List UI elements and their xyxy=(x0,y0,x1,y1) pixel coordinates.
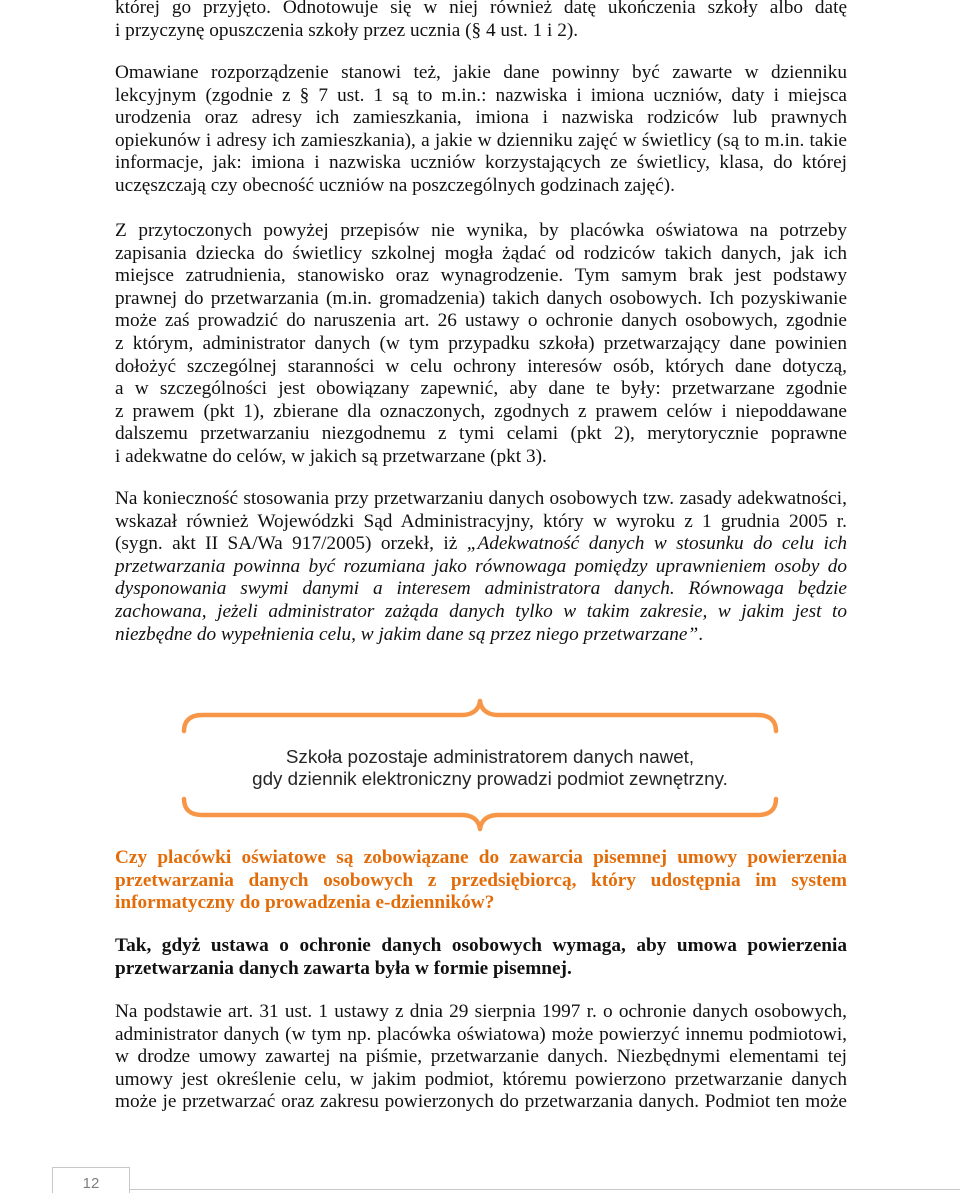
paragraph-adequacy xyxy=(115,488,847,646)
text-line: administrator danych (w tym np. placówka oświatowa) może powierzyć innemu podmiotowi, xyxy=(115,1023,847,1045)
callout-top-brace xyxy=(184,701,776,731)
text-line: urodzenia oraz adresy ich zamieszkania, imiona i nazwiska rodziców lub prawnych xyxy=(115,107,847,129)
paragraph-continuation xyxy=(115,0,847,42)
text-line: w drodze umowy zawartej na piśmie, przetwarzanie danych. Niezbędnymi elementami tej xyxy=(115,1046,847,1068)
text-line: Omawiane rozporządzenie stanowi też, jakie dane powinny być zawarte w dzienniku xyxy=(115,62,847,83)
text-line: Czy placówki oświatowe są zobowiązane do zawarcia pisemnej umowy powierzenia xyxy=(115,847,847,868)
closing-punctuation: . xyxy=(698,623,704,645)
text-line: prawnej do przetwarzania (m.in. gromadzenia) takich danych osobowych. Ich pozyskiwanie xyxy=(115,287,847,309)
text-line: przetwarzania danych osobowych z przedsiębiorcą, który udostępnia im system xyxy=(115,869,847,891)
footer-rule xyxy=(130,1189,960,1190)
paragraph-legal-basis xyxy=(115,1001,847,1114)
text-line: informatyczny do prowadzenia e-dzienników? xyxy=(115,892,495,914)
text-line: informacje, jak: imiona i nazwiska uczniów korzystających ze świetlicy, klasa, do której xyxy=(115,152,847,174)
text-line: lekcyjnym (zgodnie z § 7 ust. 1 są to m.in.: nazwiska i imiona uczniów, daty i miejsca xyxy=(115,84,847,106)
text-line: i przyczynę opuszczenia szkoły przez ucznia (§ 4 ust. 1 i 2). xyxy=(115,19,579,41)
text-line: może zaś prowadzić do naruszenia art. 26 ustawy o ochronie danych osobowych, zgodnie xyxy=(115,310,847,332)
text-line: i adekwatne do celów, w jakich są przetwarzane (pkt 3). xyxy=(115,445,547,467)
text-line: może je przetwarzać oraz zakresu powierzonych do przetwarzania danych. Podmiot ten może xyxy=(115,1091,847,1113)
text-line: uczęszczają czy obecność uczniów na poszczególnych godzinach zajęć). xyxy=(115,174,675,196)
text-line: Tak, gdyż ustawa o ochronie danych osobowych wymaga, aby umowa powierzenia xyxy=(115,935,847,956)
text-line: Na podstawie art. 31 ust. 1 ustawy z dnia 29 sierpnia 1997 r. o ochronie danych osobowych, xyxy=(115,1001,847,1022)
quote-line: zachowana, jeżeli administrator zażąda danych tylko w takim zakresie, w jakim jest to xyxy=(115,600,847,622)
callout-bottom-brace xyxy=(184,799,776,829)
question-heading xyxy=(115,847,847,915)
text-line: Na konieczność stosowania przy przetwarzaniu danych osobowych tzw. zasady adekwatności, xyxy=(115,488,847,509)
text-line: zapisania dziecka do świetlicy szkolnej mogła żądać od rodziców takich danych, jak ich xyxy=(115,242,847,264)
text-line: której go przyjęto. Odnotowuje się w niej również datę ukończenia szkoły albo datę xyxy=(115,0,847,18)
text-line: Z przytoczonych powyżej przepisów nie wynika, by placówka oświatowa na potrzeby xyxy=(115,220,847,241)
quote-text: niezbędne do wypełnienia celu, w jakim dane są przez niego przetwarzane” xyxy=(115,623,699,645)
quote-line: przetwarzania powinna być rozumiana jako równowaga pomiędzy uprawnieniem osoby do xyxy=(115,555,847,577)
text-line: a w szczególności jest obowiązany zapewnić, aby dane te były: przetwarzane zgodnie xyxy=(115,378,847,400)
text-line: opiekunów i adresy ich zamieszkania), a jakie w dzienniku zajęć w świetlicy (są to m.in. takie xyxy=(115,129,847,151)
text-line: dołożyć szczególnej staranności w celu ochrony interesów osób, których dane dotyczą, xyxy=(115,355,847,377)
text-line: z prawem (pkt 1), zbierane dla oznaczonych, zgodnych z prawem celów i niepoddawane xyxy=(115,400,847,422)
answer-lead xyxy=(115,935,847,980)
quote-text: „Adekwatność danych w stosunku do celu ich xyxy=(466,533,848,555)
text-line xyxy=(115,624,847,647)
text-line: dalszemu przetwarzaniu niezgodnemu z tymi celami (pkt 2), merytorycznie poprawne xyxy=(115,423,847,445)
text-line: umowy jest określenie celu, w jakim podmiot, któremu powierzono przetwarzanie danych xyxy=(115,1068,847,1090)
callout-line: Szkoła pozostaje administratorem danych nawet, xyxy=(285,746,695,767)
text-line: przetwarzania danych zawarta była w formie pisemnej. xyxy=(115,957,572,979)
quote-line: dysponowania swymi danymi a interesem administratora danych. Równowaga będzie xyxy=(115,578,847,600)
callout xyxy=(190,746,790,790)
text-line: miejsce zatrudnienia, stanowisko oraz wynagrodzenie. Tym samym brak jest podstawy xyxy=(115,265,847,287)
paragraph-parental-data xyxy=(115,220,847,469)
paragraph-register-contents xyxy=(115,62,847,198)
page-number: 12 xyxy=(52,1167,130,1193)
citation-intro: (sygn. akt II SA/Wa 917/2005) orzekł, iż xyxy=(115,533,458,555)
text-line xyxy=(115,533,847,556)
callout-line: gdy dziennik elektroniczny prowadzi podmiot zewnętrzny. xyxy=(252,768,728,789)
text-line: wskazał również Wojewódzki Sąd Administracyjny, który w wyroku z 1 grudnia 2005 r. xyxy=(115,510,847,532)
text-line: z którym, administrator danych (w tym przypadku szkoła) przetwarzający dane powinien xyxy=(115,332,847,354)
